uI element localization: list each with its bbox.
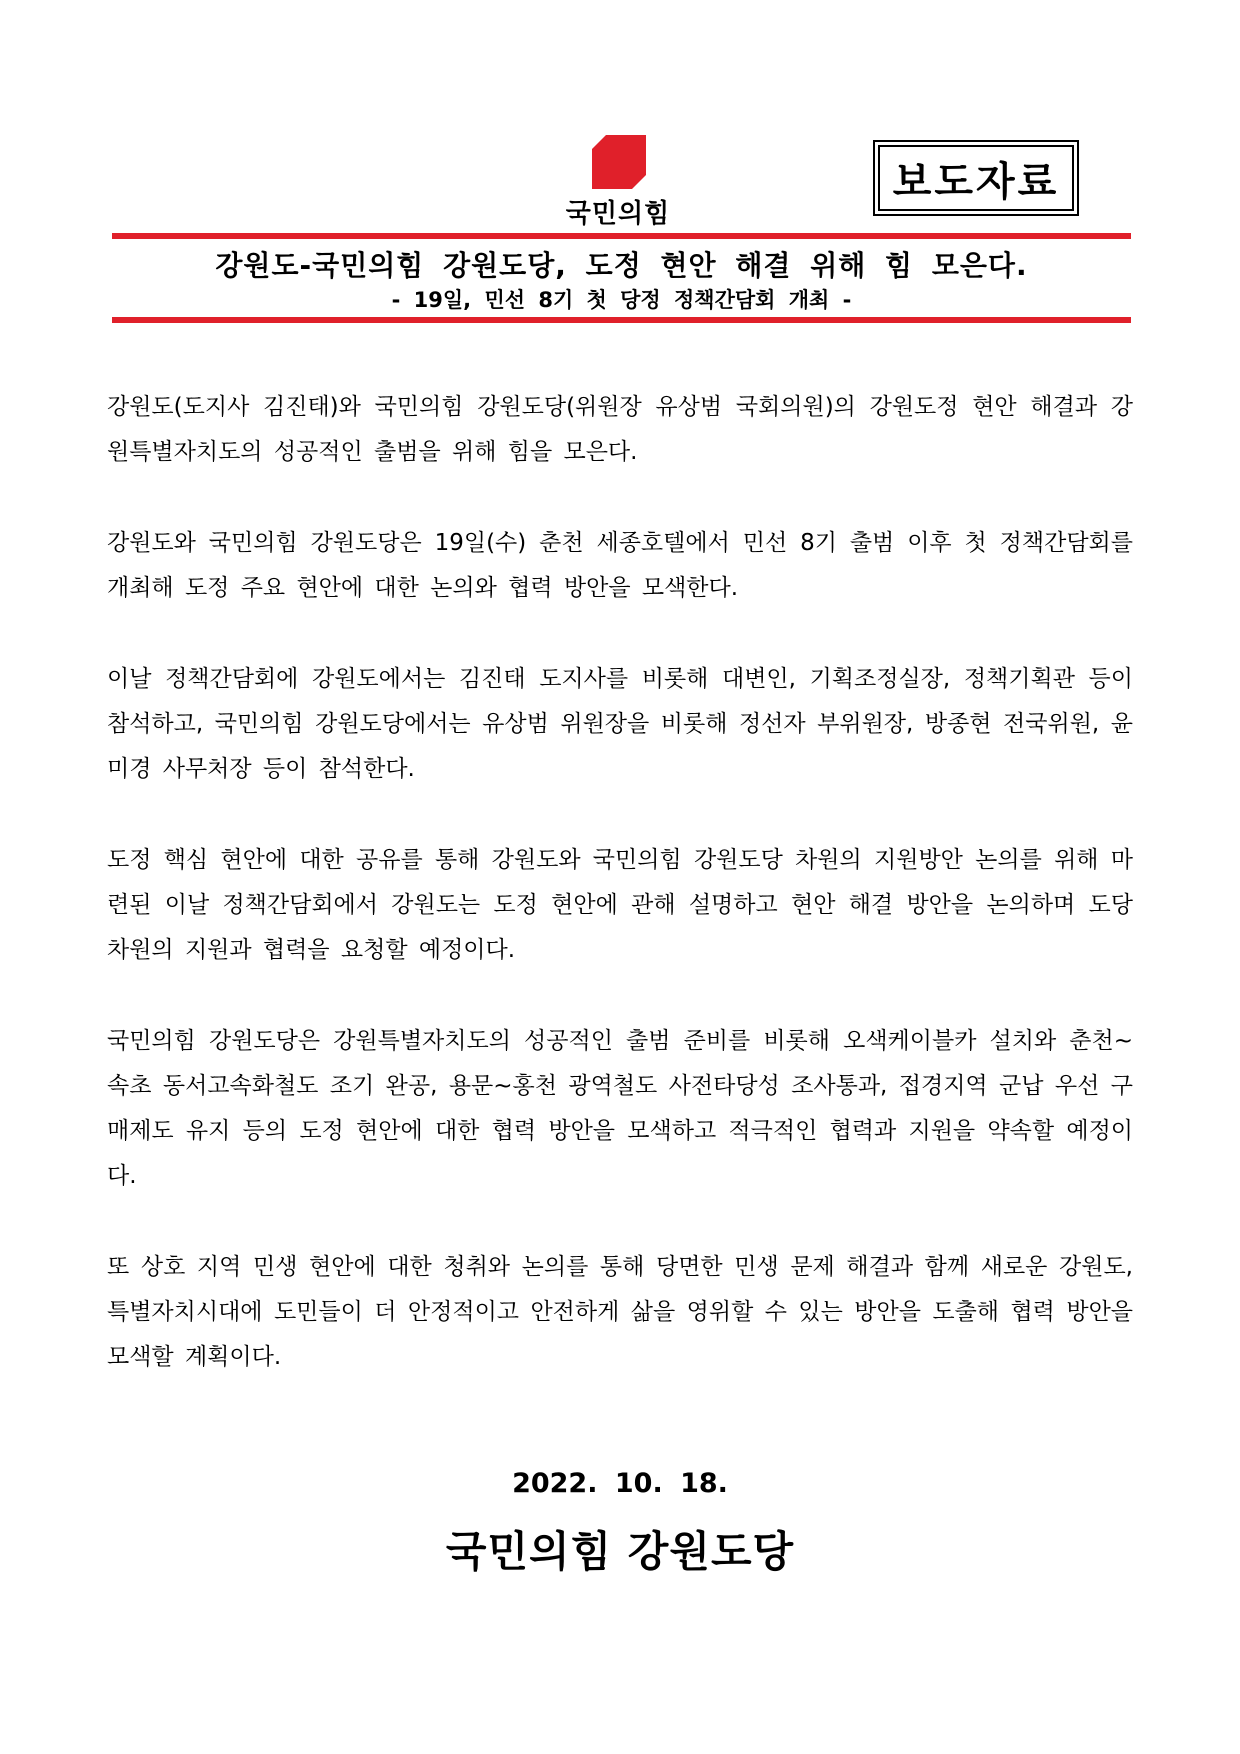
party-logo-icon <box>592 135 646 189</box>
paragraph: 이날 정책간담회에 강원도에서는 김진태 도지사를 비롯해 대변인, 기획조정실장, 정책기획관 등이 참석하고, 국민의힘 강원도당에서는 유상범 위원장을 비롯해 정선자 부위원장, 방종현 전국위원, 윤미경 사무처장 등이 참석한다. <box>107 666 1133 782</box>
paragraph: 강원도(도지사 김진태)와 국민의힘 강원도당(위원장 유상범 국회의원)의 강원도정 현안 해결과 강원특별자치도의 성공적인 출범을 위해 힘을 모은다. <box>107 394 1133 465</box>
party-logo-text: 국민의힘 <box>565 199 671 229</box>
headline: 강원도-국민의힘 강원도당, 도정 현안 해결 위해 힘 모은다. <box>215 249 1028 282</box>
press-release-label: 보도자료 <box>878 145 1074 211</box>
subheadline: - 19일, 민선 8기 첫 당정 정책간담회 개최 - <box>391 288 852 312</box>
paragraph: 강원도와 국민의힘 강원도당은 19일(수) 춘천 세종호텔에서 민선 8기 출범 이후 첫 정책간담회를 개최해 도정 주요 현안에 대한 논의와 협력 방안을 모색한다. <box>107 530 1133 601</box>
issuing-organization: 국민의힘 강원도당 <box>445 1527 795 1576</box>
press-release-badge <box>873 140 1079 216</box>
title-divider-bottom <box>112 317 1131 323</box>
paragraph: 국민의힘 강원도당은 강원특별자치도의 성공적인 출범 준비를 비롯해 오색케이블카 설치와 춘천~속초 동서고속화철도 조기 완공, 용문~홍천 광역철도 사전타당성 조사통과, 접경지역 군납 우선 구매제도 유지 등의 도정 현안에 대한 협력 방안을 모색하고 적극적인 협력과 지원을 약속할 예정이다. <box>107 1028 1133 1189</box>
paragraph: 또 상호 지역 민생 현안에 대한 청취와 논의를 통해 당면한 민생 문제 해결과 함께 새로운 강원도, 특별자치시대에 도민들이 더 안정적이고 안전하게 삶을 영위할 수 있는 방안을 도출해 협력 방안을 모색할 계획이다. <box>107 1254 1133 1370</box>
paragraph: 도정 핵심 현안에 대한 공유를 통해 강원도와 국민의힘 강원도당 차원의 지원방안 논의를 위해 마련된 이날 정책간담회에서 강원도는 도정 현안에 관해 설명하고 현안 해결 방안을 논의하며 도당 차원의 지원과 협력을 요청할 예정이다. <box>107 847 1133 963</box>
article-body <box>107 385 1133 1426</box>
title-divider-top <box>112 233 1131 239</box>
release-date: 2022. 10. 18. <box>512 1468 728 1499</box>
